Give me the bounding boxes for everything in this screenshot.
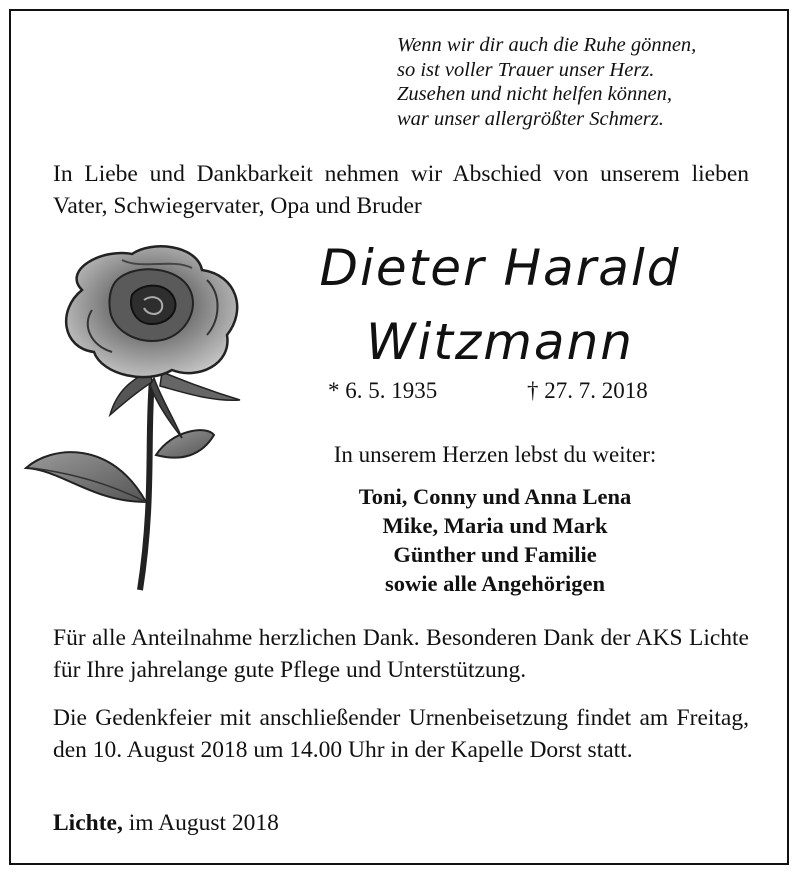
place-name: Lichte, — [53, 810, 123, 836]
signature-line — [53, 810, 279, 837]
dedication-line: In unserem Herzen lebst du weiter: — [333, 442, 657, 467]
mourner-line: Toni, Conny und Anna Lena — [358, 484, 632, 509]
intro-text: In Liebe und Dankbarkeit nehmen wir Abschied von unserem lieben Vater, Schwiegervater, Opa und Bruder — [53, 161, 749, 219]
deceased-name-last: Witzmann — [366, 313, 634, 371]
poem-line: so ist voller Trauer unser Herz. — [397, 58, 655, 81]
mourner-line: Mike, Maria und Mark — [382, 513, 608, 538]
poem-line: Zusehen und nicht helfen können, — [397, 83, 672, 105]
mourner-line: sowie alle Angehörigen — [385, 571, 605, 596]
poem-line: war unser allergrößter Schmerz. — [397, 107, 664, 130]
signature-date: im August 2018 — [128, 810, 279, 836]
rose-illustration — [22, 240, 252, 600]
birth-date: * 6. 5. 1935 — [328, 378, 438, 403]
death-date: † 27. 7. 2018 — [527, 378, 648, 403]
mourners-list — [300, 482, 690, 598]
poem-line: Wenn wir dir auch die Ruhe gönnen, — [397, 34, 697, 56]
poem — [397, 33, 696, 131]
deceased-name-first: Dieter Harald — [319, 239, 681, 297]
thanks-paragraph: Für alle Anteilnahme herzlichen Dank. Besonderen Dank der AKS Lichte für Ihre jahrelange gute Pflege und Unterstützung. — [53, 625, 749, 683]
mourner-line: Günther und Familie — [393, 542, 597, 567]
ceremony-paragraph: Die Gedenkfeier mit anschließender Urnenbeisetzung findet am Freitag, den 10. August 2018 um 14.00 Uhr in der Kapelle Dorst statt. — [53, 705, 749, 763]
